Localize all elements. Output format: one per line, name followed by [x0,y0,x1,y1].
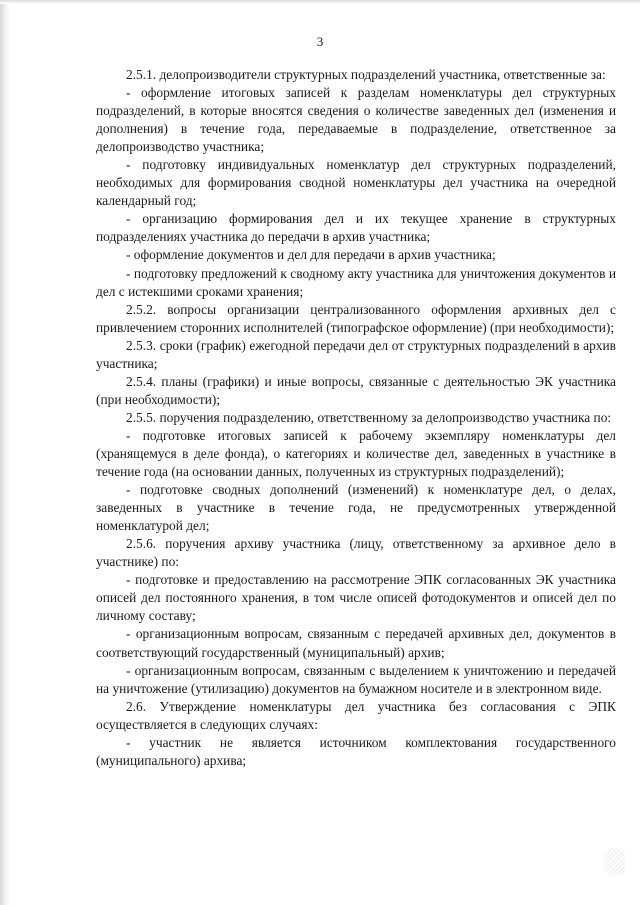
document-body [96,66,616,770]
list-item-case-formation: - организацию формирования дел и их текущее хранение в структурных подразделениях участника до передачи в архив участника; [96,211,616,245]
list-item-final-records-working-copy: - подготовке итоговых записей к рабочему экземпляру номенклатуры дел (хранящемуся в деле фонда), о категориях и количестве дел, заведенных в участнике в течение года (на основании данных, полученных из структурных подразделений); [96,427,616,480]
list-item-not-acquisition-source: - участник не является источником комплектования государственного (муниципального) архива; [96,734,616,768]
paragraph-2-5-4: 2.5.4. планы (графики) и иные вопросы, связанные с деятельностью ЭК участника (при необходимости); [96,373,616,407]
scan-edge-left [0,0,10,905]
list-item-document-preparation: - оформление документов и дел для передачи в архив участника; [126,247,496,263]
page-number: 3 [316,34,324,49]
paragraph-2-5-6: 2.5.6. поручения архиву участника (лицу, ответственному за архивное дело в участнике) по: [96,536,616,570]
paragraph-2-5-1: 2.5.1. делопроизводители структурных подразделений участника, ответственные за: [126,67,606,82]
list-item-destruction-organization: - организационным вопросам, связанным с выделением к уничтожению и передачей на уничтожение (утилизацию) документов на бумажном носителе и в электронном виде. [96,662,616,696]
scan-edge-top [0,0,640,4]
list-item-transfer-to-state-archive: - организационным вопросам, связанным с передачей архивных дел, документов в соответствующий государственный (муниципальный) архив; [96,626,616,660]
paragraph-2-5-2: 2.5.2. вопросы организации централизованного оформления архивных дел с привлечением сторонних исполнителей (типографское оформление) (при необходимости); [96,301,616,335]
scan-smudge [604,848,626,876]
list-item-inventories-submission: - подготовке и предоставлению на рассмотрение ЭПК согласованных ЭК участника описей дел постоянного хранения, в том числе описей фотодокументов и описей дел по личному составу; [96,572,616,624]
paragraph-2-5-3: 2.5.3. сроки (график) ежегодной передачи дел от структурных подразделений в архив участника; [96,337,616,371]
paragraph-2-5-5: 2.5.5. поручения подразделению, ответственному за делопроизводство участника по: [126,409,612,425]
list-item-consolidated-additions: - подготовке сводных дополнений (изменений) к номенклатуре дел, о делах, заведенных в участнике в течение года, не предусмотренных утвержденной номенклатурой дел; [96,482,616,534]
list-item-destruction-proposals: - подготовку предложений к сводному акту участника для уничтожения документов и дел с истекшими сроками хранения; [96,265,616,299]
paragraph-2-6: 2.6. Утверждение номенклатуры дел участника без согласования с ЭПК осуществляется в следующих случаях: [96,698,616,732]
list-item-individual-nomenclatures: - подготовку индивидуальных номенклатур дел структурных подразделений, необходимых для формирования сводной номенклатуры дел участника на очередной календарный год; [96,157,616,209]
list-item-final-records: - оформление итоговых записей к разделам номенклатуры дел структурных подразделений, в которые вносятся сведения о количестве заведенных дел (изменения и дополнения) в течение года, передаваемые в подразделение, ответственное за делопроизводство участника; [96,85,616,155]
